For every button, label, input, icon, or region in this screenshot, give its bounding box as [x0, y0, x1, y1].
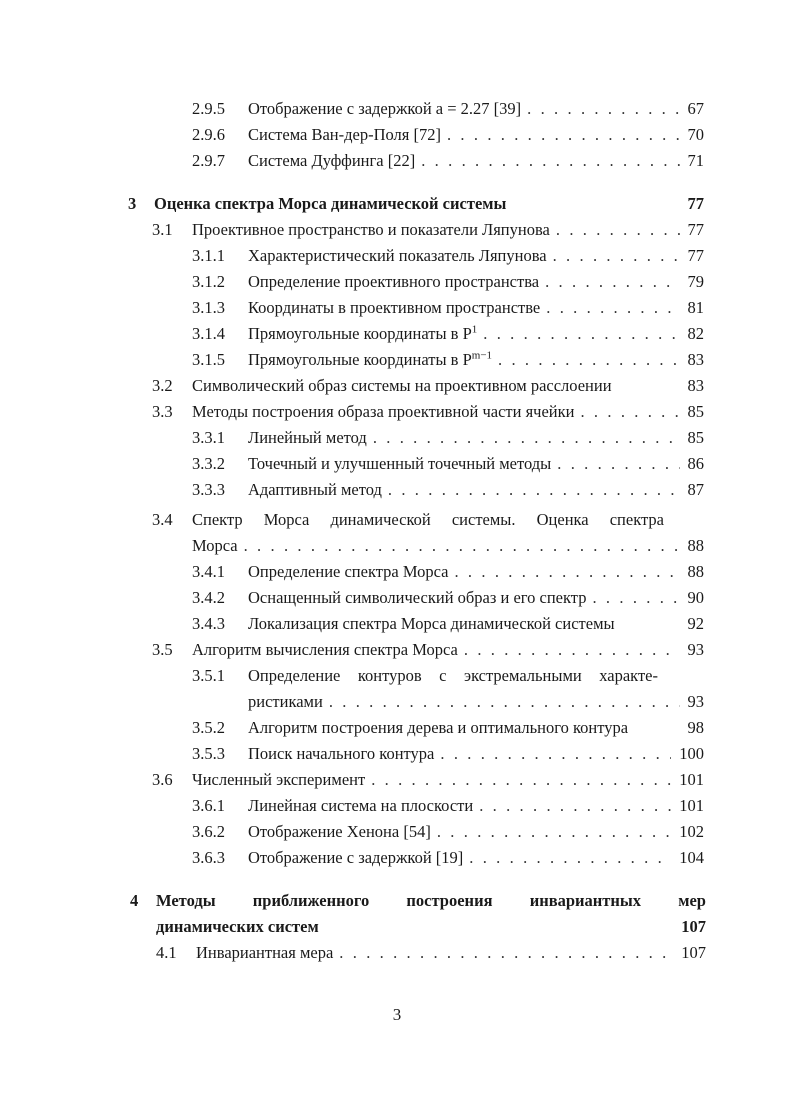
entry-number: 3.1.1	[192, 246, 225, 265]
entry-title: Точечный и улучшенный точечный методы	[248, 454, 552, 473]
entry-number: 3.5.3	[192, 744, 225, 763]
toc-entry-2-9-7	[192, 151, 704, 177]
entry-page: 107	[681, 943, 706, 962]
dot-leader	[437, 822, 671, 842]
toc-entry-2-9-6	[192, 125, 704, 151]
chapter-title-continued: динамических систем	[156, 917, 319, 936]
toc-entry-3-3-2	[192, 454, 704, 480]
entry-title: Линейный метод	[248, 428, 367, 447]
entry-number: 3.4.3	[192, 614, 225, 633]
dot-leader	[329, 692, 680, 712]
chapter-page: 77	[687, 194, 704, 213]
dot-leader	[556, 220, 680, 240]
entry-page: 98	[687, 718, 704, 737]
entry-page: 100	[679, 744, 704, 763]
page-number: 3	[392, 1005, 402, 1024]
entry-title: Определение проективного пространства	[248, 272, 540, 291]
dot-leader	[592, 588, 679, 608]
entry-page: 101	[679, 796, 704, 815]
dot-leader	[498, 350, 679, 370]
entry-title: Символический образ системы на проективном расслоении	[192, 376, 612, 395]
entry-number: 3.6.1	[192, 796, 225, 815]
entry-number: 3.3	[152, 402, 173, 421]
entry-page: 86	[687, 454, 704, 473]
entry-page: 79	[687, 272, 704, 291]
toc-entry-3-3-1	[192, 428, 704, 454]
toc-entry-3-4-line2	[192, 536, 704, 562]
toc-entry-3-1-1	[192, 246, 704, 272]
entry-page: 102	[679, 822, 704, 841]
entry-title: Прямоугольные координаты в $P^{m-1}$	[248, 349, 493, 369]
entry-page: 92	[687, 614, 704, 633]
entry-page: 90	[687, 588, 704, 607]
dot-leader	[479, 796, 671, 816]
entry-title: Инвариантная мера	[196, 943, 334, 962]
entry-title: Определение спектра Морса	[248, 562, 449, 581]
entry-title: Линейная система на плоскости	[248, 796, 474, 815]
dot-leader	[440, 744, 671, 764]
toc-entry-3-3-3	[192, 480, 704, 506]
entry-number: 3.1.5	[192, 350, 225, 369]
chapter-page: 107	[681, 917, 706, 936]
toc-entry-3-4-1	[192, 562, 704, 588]
toc-entry-3-1-5	[192, 350, 704, 376]
toc-entry-3-5-3	[192, 744, 704, 770]
dot-leader	[527, 99, 679, 119]
entry-page: 88	[687, 562, 704, 581]
entry-page: 77	[687, 220, 704, 239]
entry-number: 3.2	[152, 376, 173, 395]
dot-leader	[469, 848, 671, 868]
toc-entry-3-5-2	[192, 718, 704, 744]
entry-number: 3.6.3	[192, 848, 225, 867]
toc-entry-3-4-2	[192, 588, 704, 614]
toc-entry-3-2	[152, 376, 704, 402]
entry-title: Система Дуффинга [22]	[248, 151, 416, 170]
entry-page: 85	[687, 428, 704, 447]
entry-page: 83	[687, 376, 704, 395]
toc-entry-3-4-line1	[152, 510, 704, 536]
chapter-title: Оценка спектра Морса динамической системы	[154, 194, 507, 213]
toc-entry-3-5	[152, 640, 704, 666]
entry-number: 3.4.2	[192, 588, 225, 607]
toc-entry-3-6-2	[192, 822, 704, 848]
superscript: 1	[471, 323, 478, 336]
entry-number: 4.1	[156, 943, 177, 962]
entry-title-continued: Морса	[192, 536, 238, 555]
toc-entry-3-3	[152, 402, 704, 428]
dot-leader	[388, 480, 680, 500]
chapter-number: 4	[130, 891, 139, 910]
entry-page: 77	[687, 246, 704, 265]
entry-title: Отображение с задержкой [19]	[248, 848, 464, 867]
entry-page: 93	[687, 692, 704, 711]
toc-entry-3-6-1	[192, 796, 704, 822]
entry-title: Численный эксперимент	[192, 770, 366, 789]
entry-title: Методы построения образа проективной части ячейки	[192, 402, 575, 421]
entry-number: 3.1.3	[192, 298, 225, 317]
toc-entry-3-5-1-line2	[248, 692, 704, 718]
entry-title: Адаптивный метод	[248, 480, 382, 499]
toc-chapter-3	[128, 194, 704, 220]
entry-page: 88	[687, 536, 704, 555]
entry-title: Локализация спектра Морса динамической системы	[248, 614, 615, 633]
entry-number: 3.1.2	[192, 272, 225, 291]
entry-number: 3.6.2	[192, 822, 225, 841]
entry-title: Поиск начального контура	[248, 744, 435, 763]
entry-number: 3.4.1	[192, 562, 225, 581]
entry-number: 3.3.3	[192, 480, 225, 499]
toc-entry-3-1-4	[192, 324, 704, 350]
entry-page: 81	[687, 298, 704, 317]
entry-page: 82	[687, 324, 704, 343]
entry-page: 101	[679, 770, 704, 789]
toc-entry-2-9-5	[192, 99, 704, 125]
dot-leader	[421, 151, 679, 171]
entry-page: 83	[687, 350, 704, 369]
entry-title: Отображение с задержкой a = 2.27 [39]	[248, 99, 522, 118]
dot-leader	[557, 454, 679, 474]
dot-leader	[371, 770, 671, 790]
toc-entry-3-5-1-line1	[192, 666, 704, 692]
dot-leader	[373, 428, 680, 448]
entry-page: 70	[687, 125, 704, 144]
entry-page: 104	[679, 848, 704, 867]
entry-title: Алгоритм построения дерева и оптимального контура	[248, 718, 629, 737]
entry-title: Система Ван-дер-Поля [72]	[248, 125, 441, 144]
entry-title-continued: ристиками	[248, 692, 323, 711]
dot-leader	[580, 402, 679, 422]
dot-leader	[464, 640, 680, 660]
entry-number: 3.3.2	[192, 454, 225, 473]
chapter-title: Методы приближенного построения инвариантных мер	[156, 891, 706, 910]
entry-page: 67	[687, 99, 704, 118]
dot-leader	[339, 943, 673, 963]
entry-title: Координаты в проективном пространстве	[248, 298, 541, 317]
toc-entry-3-1	[152, 220, 704, 246]
dot-leader	[447, 125, 680, 145]
entry-number: 3.5.2	[192, 718, 225, 737]
entry-title: Прямоугольные координаты в $P^1$	[248, 323, 478, 343]
dot-leader	[545, 272, 679, 292]
toc-entry-4-1	[156, 943, 706, 969]
toc-entry-3-6-3	[192, 848, 704, 874]
entry-title: Определение контуров с экстремальными характе-	[248, 666, 658, 685]
toc-chapter-4-line1	[130, 891, 706, 917]
entry-number: 2.9.7	[192, 151, 225, 170]
entry-title: Проективное пространство и показатели Ляпунова	[192, 220, 550, 239]
toc-entry-3-1-3	[192, 298, 704, 324]
entry-title: Характеристический показатель Ляпунова	[248, 246, 547, 265]
entry-number: 3.1	[152, 220, 173, 239]
entry-number: 3.6	[152, 770, 173, 789]
entry-number: 3.4	[152, 510, 173, 529]
toc-entry-3-1-2	[192, 272, 704, 298]
dot-leader	[546, 298, 679, 318]
entry-title: Спектр Морса динамической системы. Оценка спектра	[192, 510, 664, 529]
entry-number: 2.9.6	[192, 125, 225, 144]
entry-page: 85	[687, 402, 704, 421]
dot-leader	[483, 324, 679, 344]
entry-page: 71	[687, 151, 704, 170]
toc-chapter-4-line2	[156, 917, 706, 943]
chapter-number: 3	[128, 194, 137, 213]
entry-title: Алгоритм вычисления спектра Морса	[192, 640, 458, 659]
entry-number: 3.1.4	[192, 324, 225, 343]
entry-number: 2.9.5	[192, 99, 225, 118]
dot-leader	[553, 246, 680, 266]
entry-number: 3.3.1	[192, 428, 225, 447]
toc-entry-3-6	[152, 770, 704, 796]
entry-page: 93	[687, 640, 704, 659]
entry-page: 87	[687, 480, 704, 499]
entry-title: Отображение Хенона [54]	[248, 822, 431, 841]
entry-number: 3.5.1	[192, 666, 225, 685]
entry-number: 3.5	[152, 640, 173, 659]
entry-title: Оснащенный символический образ и его спектр	[248, 588, 587, 607]
dot-leader	[454, 562, 679, 582]
superscript: m−1	[471, 349, 493, 362]
dot-leader	[244, 536, 680, 556]
toc-entry-3-4-3	[192, 614, 704, 640]
